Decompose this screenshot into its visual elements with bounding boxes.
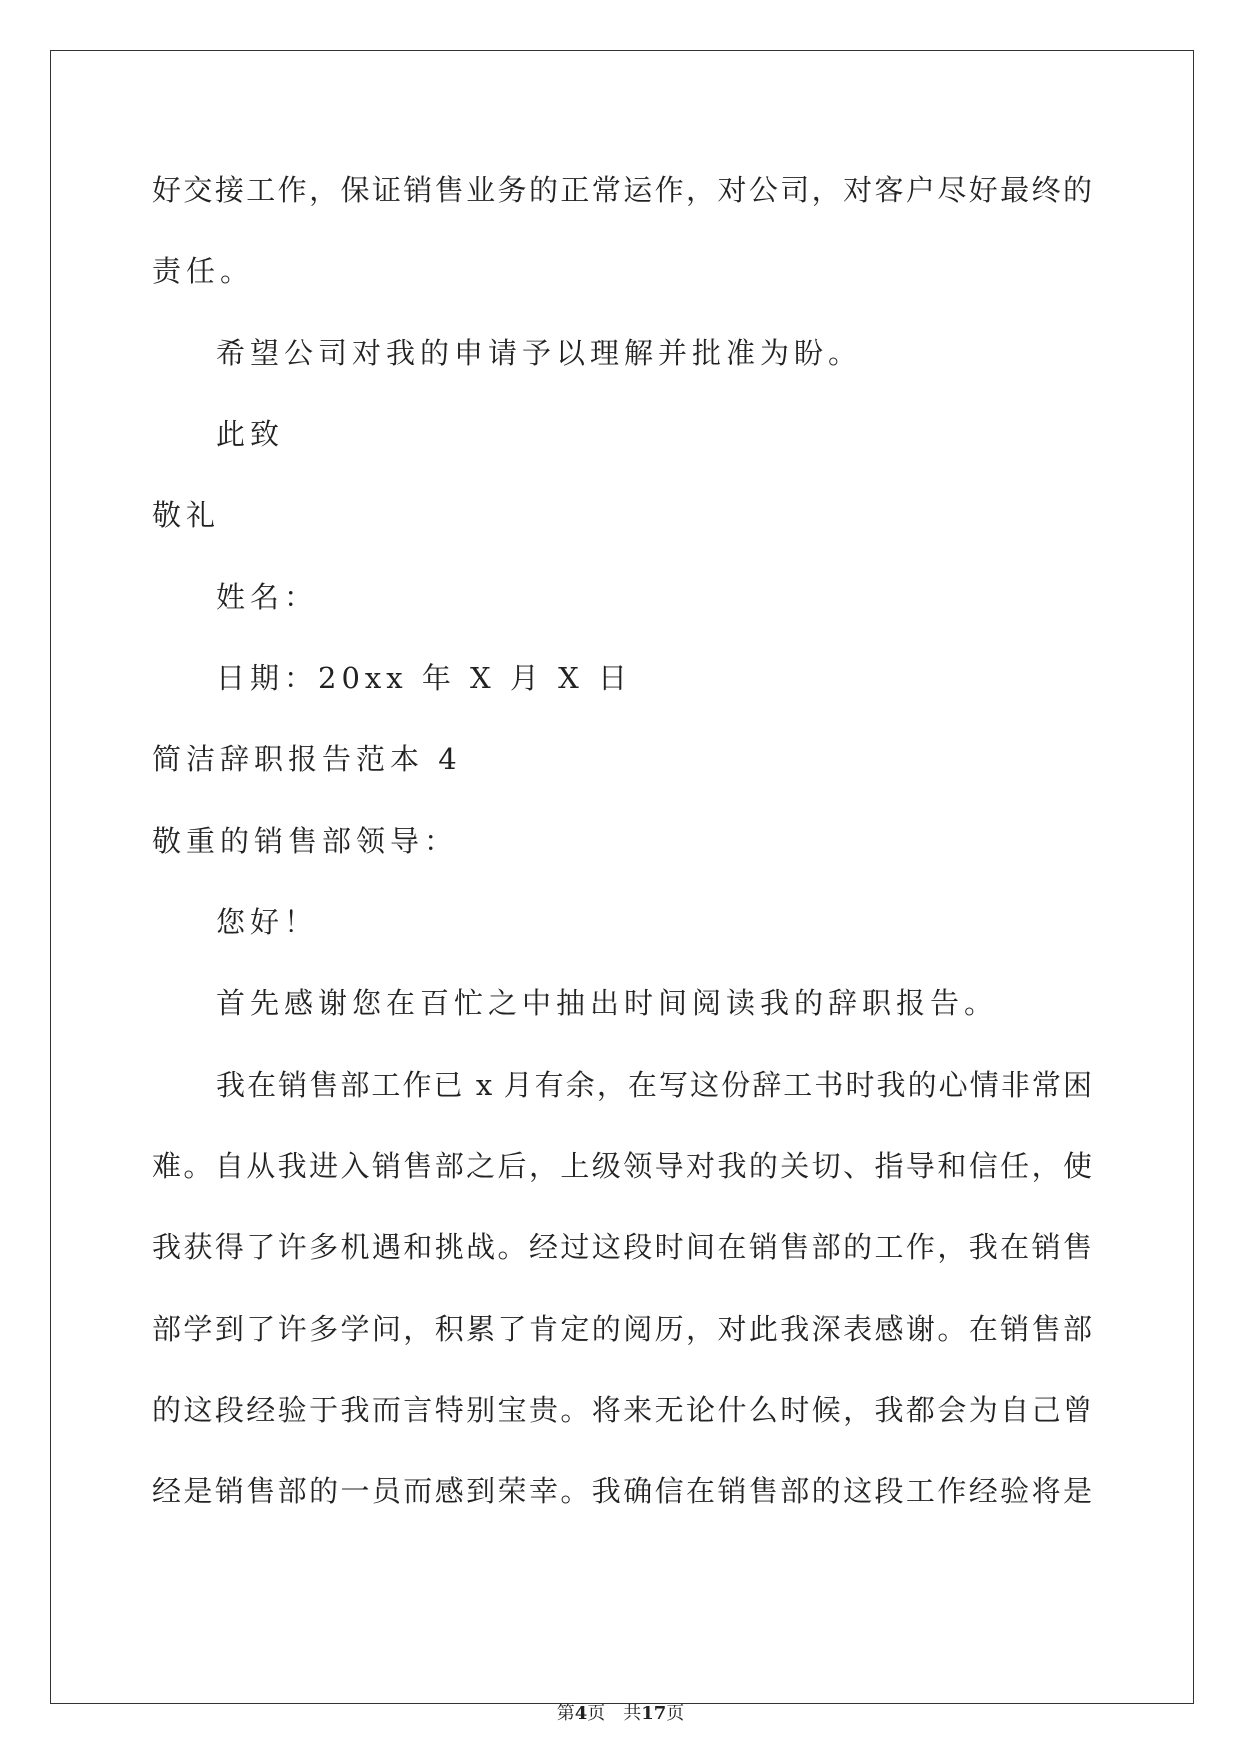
closing-regards: 敬礼 xyxy=(152,498,221,532)
closing-salutation: 此致 xyxy=(216,417,285,451)
greeting: 您好！ xyxy=(216,905,319,939)
paragraph-line: 难。自从我进入销售部之后，上级领导对我的关切、指导和信任，使 xyxy=(152,1149,1092,1183)
paragraph-line: 好交接工作，保证销售业务的正常运作，对公司，对客户尽好最终的 xyxy=(152,173,1092,207)
page-suffix: 页 xyxy=(587,1703,606,1724)
paragraph-line: 部学到了许多学问，积累了肯定的阅历，对此我深表感谢。在销售部 xyxy=(152,1312,1092,1346)
page-number: 4 xyxy=(574,1703,588,1724)
section-heading: 简洁辞职报告范本 4 xyxy=(152,742,462,776)
total-prefix: 共 xyxy=(623,1703,642,1724)
paragraph-line: 希望公司对我的申请予以理解并批准为盼。 xyxy=(216,336,863,370)
paragraph-line: 责任。 xyxy=(152,254,255,288)
page-prefix: 第 xyxy=(556,1703,575,1724)
page-border xyxy=(50,50,1194,1704)
total-pages: 17 xyxy=(641,1703,667,1724)
paragraph-line: 的这段经验于我而言特别宝贵。将来无论什么时候，我都会为自己曾 xyxy=(152,1393,1092,1427)
signature-date-label: 日期：20xx 年 X 月 X 日 xyxy=(216,661,632,695)
paragraph-line: 经是销售部的一员而感到荣幸。我确信在销售部的这段工作经验将是 xyxy=(152,1474,1092,1508)
paragraph-line: 我获得了许多机遇和挑战。经过这段时间在销售部的工作，我在销售 xyxy=(152,1230,1092,1264)
signature-name-label: 姓名： xyxy=(216,580,319,614)
page-footer xyxy=(0,1702,1241,1726)
paragraph-line: 我在销售部工作已 x 月有余，在写这份辞工书时我的心情非常困 xyxy=(216,1068,1092,1102)
total-suffix: 页 xyxy=(666,1703,685,1724)
paragraph-line: 首先感谢您在百忙之中抽出时间阅读我的辞职报告。 xyxy=(216,986,999,1020)
letter-addressee: 敬重的销售部领导： xyxy=(152,824,459,858)
